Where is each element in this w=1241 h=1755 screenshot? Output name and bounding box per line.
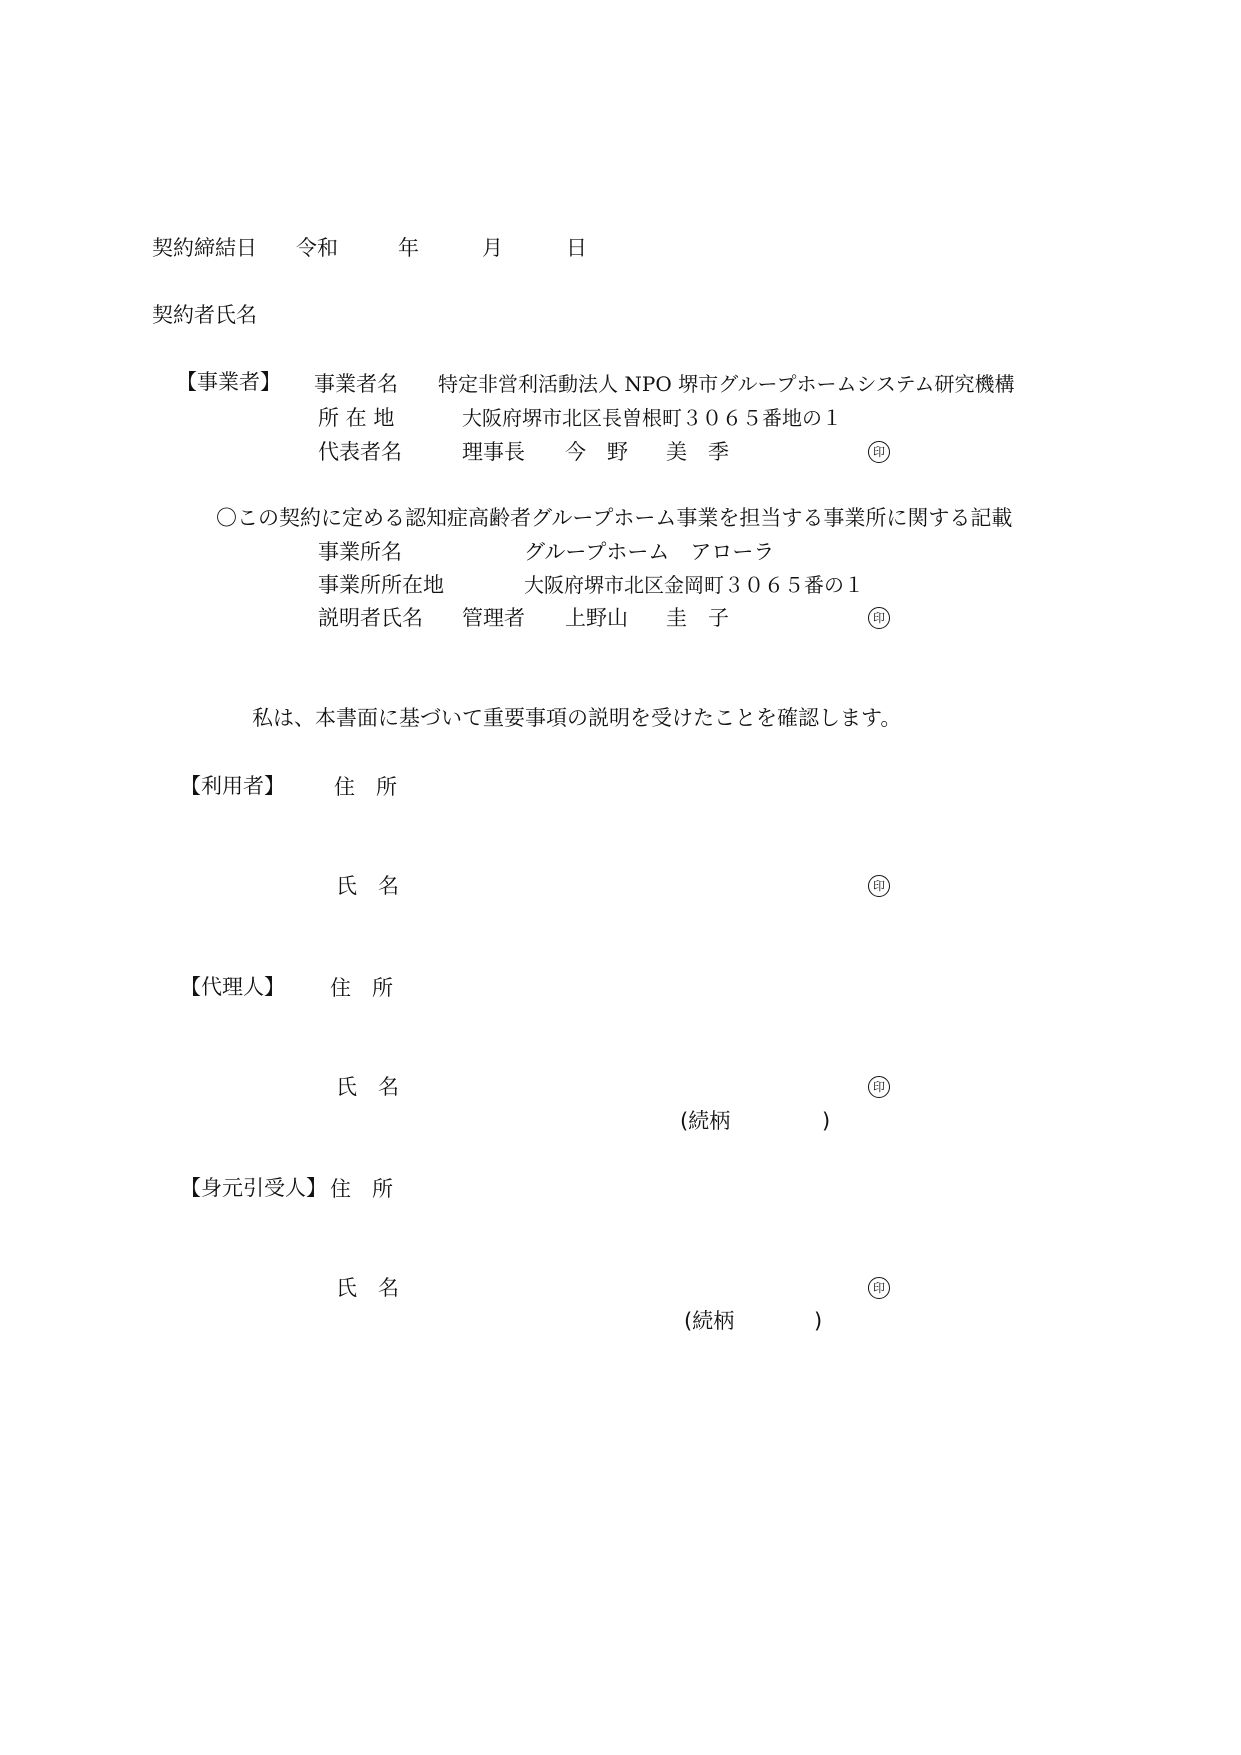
office-address-label: 事業所所在地	[318, 573, 444, 597]
operator-address-label: 所 在 地	[318, 406, 395, 430]
office-explainer-title: 管理者	[462, 606, 525, 630]
agent-relation-close: )	[822, 1109, 831, 1133]
user-name-label: 氏 名	[336, 874, 399, 898]
seal-mark-icon: 印	[868, 441, 890, 463]
month-label: 月	[482, 236, 503, 260]
operator-rep-given: 美 季	[666, 440, 729, 464]
year-label: 年	[398, 236, 419, 260]
operator-rep-surname: 今 野	[565, 440, 628, 464]
guarantor-relation-close: )	[814, 1309, 823, 1333]
office-explainer-label: 説明者氏名	[318, 606, 423, 630]
seal-mark-icon: 印	[868, 1076, 890, 1098]
office-address-value: 大阪府堺市北区金岡町３０６５番の１	[524, 573, 864, 597]
seal-mark-icon: 印	[868, 875, 890, 897]
agent-heading: 【代理人】	[180, 975, 285, 999]
contract-name-label: 契約者氏名	[152, 303, 257, 327]
office-name-label: 事業所名	[318, 540, 402, 564]
guarantor-address-label: 住 所	[330, 1177, 393, 1201]
office-explainer-surname: 上野山	[565, 606, 628, 630]
office-name-value: グループホーム アローラ	[524, 540, 775, 564]
day-label: 日	[566, 236, 587, 260]
operator-rep-title: 理事長	[462, 440, 525, 464]
agent-name-label: 氏 名	[336, 1075, 399, 1099]
contract-date-label: 契約締結日	[152, 236, 257, 260]
guarantor-relation-open: (続柄	[684, 1309, 735, 1333]
operator-rep-label: 代表者名	[318, 440, 402, 464]
seal-mark-icon: 印	[868, 1277, 890, 1299]
operator-name-label: 事業者名	[314, 372, 398, 396]
guarantor-heading: 【身元引受人】	[180, 1176, 327, 1200]
user-address-label: 住 所	[334, 775, 397, 799]
office-explainer-given: 圭 子	[666, 606, 729, 630]
era-label: 令和	[296, 236, 338, 260]
agent-relation-open: (続柄	[680, 1109, 731, 1133]
agent-address-label: 住 所	[330, 976, 393, 1000]
confirmation-text: 私は、本書面に基づいて重要事項の説明を受けたことを確認します。	[252, 706, 902, 730]
operator-address-value: 大阪府堺市北区長曽根町３０６５番地の１	[462, 406, 842, 430]
operator-heading: 【事業者】	[176, 370, 281, 394]
office-intro: 〇この契約に定める認知症高齢者グループホーム事業を担当する事業所に関する記載	[216, 506, 1013, 530]
seal-mark-icon: 印	[868, 607, 890, 629]
guarantor-name-label: 氏 名	[336, 1276, 399, 1300]
operator-name-value: 特定非営利活動法人 NPO 堺市グループホームシステム研究機構	[438, 372, 1015, 396]
user-heading: 【利用者】	[180, 774, 285, 798]
